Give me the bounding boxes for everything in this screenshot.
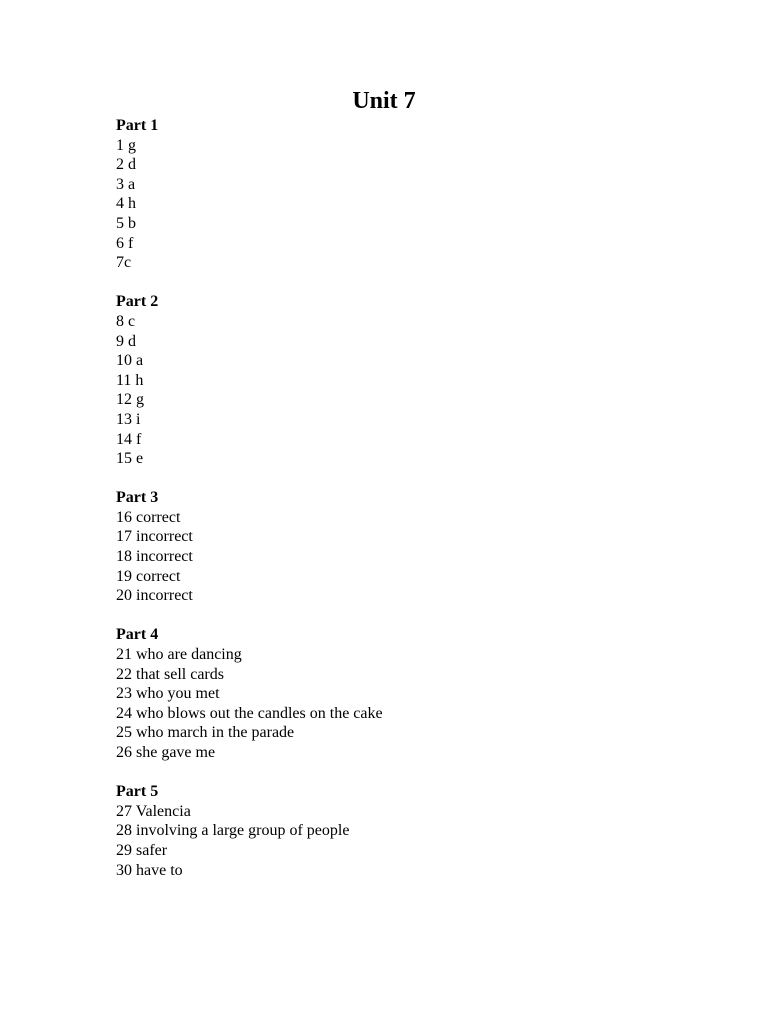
answer-item: 9 d	[116, 332, 136, 350]
answer-item: 27 Valencia	[116, 802, 191, 820]
answer-item: 23 who you met	[116, 685, 220, 703]
answer-item: 26 she gave me	[116, 744, 216, 761]
answer-item: 12 g	[116, 391, 144, 409]
answer-key	[116, 116, 676, 900]
answer-item: 16 correct	[116, 508, 181, 526]
answer-item: 6 f	[116, 234, 134, 252]
answer-item: 29 safer	[116, 841, 168, 859]
answer-item: 1 g	[116, 136, 136, 154]
section-part-3	[116, 488, 676, 606]
answer-item: 22 that sell cards	[116, 665, 224, 683]
answer-item: 7c	[116, 254, 132, 272]
answer-item: 4 h	[116, 195, 136, 213]
page-title: Unit 7	[352, 88, 416, 114]
answer-item: 10 a	[116, 352, 144, 370]
answer-item: 13 i	[116, 410, 141, 428]
answer-item: 30 have to	[116, 861, 183, 879]
section-part-2	[116, 292, 676, 468]
answer-item: 24 who blows out the candles on the cake	[116, 704, 383, 722]
answer-item: 25 who march in the parade	[116, 724, 295, 742]
section-heading: Part 4	[116, 626, 159, 644]
answer-item: 3 a	[116, 175, 136, 193]
answer-item: 20 incorrect	[116, 587, 193, 605]
answer-item: 2 d	[116, 156, 136, 174]
answer-item: 14 f	[116, 430, 142, 448]
answer-item: 5 b	[116, 214, 136, 232]
answer-item: 28 involving a large group of people	[116, 822, 350, 840]
section-part-1	[116, 116, 676, 273]
answer-item: 15 e	[116, 450, 144, 468]
answer-item: 18 incorrect	[116, 548, 193, 566]
section-heading: Part 1	[116, 117, 159, 134]
section-heading: Part 2	[116, 293, 159, 311]
answer-item: 21 who are dancing	[116, 646, 242, 664]
answer-item: 19 correct	[116, 567, 181, 585]
answer-item: 11 h	[116, 371, 144, 389]
answer-item: 17 incorrect	[116, 528, 193, 546]
section-heading: Part 3	[116, 489, 159, 507]
section-heading: Part 5	[116, 783, 159, 801]
answer-item: 8 c	[116, 312, 136, 330]
section-part-5	[116, 782, 676, 880]
section-part-4	[116, 625, 676, 762]
